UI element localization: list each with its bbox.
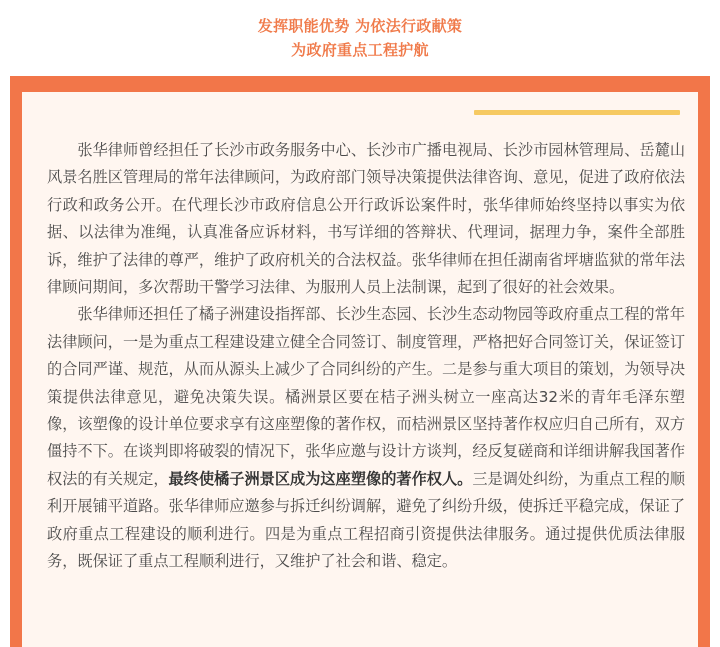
article-header (0, 0, 720, 76)
paragraph-2-part-a: 张华律师还担任了橘子洲建设指挥部、长沙生态园、长沙生态动物园等政府重点工程的常年法律顾问，一是为重点工程建设建立健全合同签订、制度管理，严格把好合同签订关，保证签订的合同严谨、规范，从而从源头上减少了合同纠纷的产生。二是参与重大项目的策划，为领导决策提供法律意见，避免决策失误。橘洲景区要在桔子洲头树立一座高达32米的青年毛泽东塑像，该塑像的设计单位要求享有这座塑像的著作权，而桔洲景区坚持著作权应归自己所有，双方僵持不下。在谈判即将破裂的情况下，张华应邀与设计方谈判，经反复磋商和详细讲解我国著作权法的有关规定， (47, 305, 685, 488)
title-line-2: 为政府重点工程护航 (291, 41, 429, 59)
title-line-1: 发挥职能优势 为依法行政献策 (257, 17, 463, 35)
paragraph-2 (47, 301, 685, 575)
paragraph-2-part-b: 三是调处纠纷，为重点工程的顺利开展铺平道路。张华律师应邀参与拆迁纠纷调解，避免了纠纷升级，使拆迁平稳完成，保证了政府重点工程建设的顺利进行。四是为重点工程招商引资提供法律服务。通过提供优质法律服务，既保证了重点工程顺利进行，又维护了社会和谐、稳定。 (47, 469, 686, 571)
paragraph-1: 张华律师曾经担任了长沙市政务服务中心、长沙市广播电视局、长沙市园林管理局、岳麓山风景名胜区管理局的常年法律顾问，为政府部门领导决策提供法律咨询、意见，促进了政府依法行政和政务公开。在代理长沙市政府信息公开行政诉讼案件时，张华律师始终坚持以事实为依据、以法律为准绳，认真准备应诉材料，书写详细的答辩状、代理词，据理力争，案件全部胜诉，维护了法律的尊严，维护了政府机关的合法权益。张华律师在担任湖南省坪塘监狱的常年法律顾问期间，多次帮助干警学习法律、为服刑人员上法制课，起到了很好的社会效果。 (47, 141, 685, 297)
article-body (47, 137, 685, 576)
paragraph-2-bold: 最终使橘子洲景区成为这座塑像的著作权人。 (168, 469, 473, 488)
accent-bar (474, 110, 680, 115)
